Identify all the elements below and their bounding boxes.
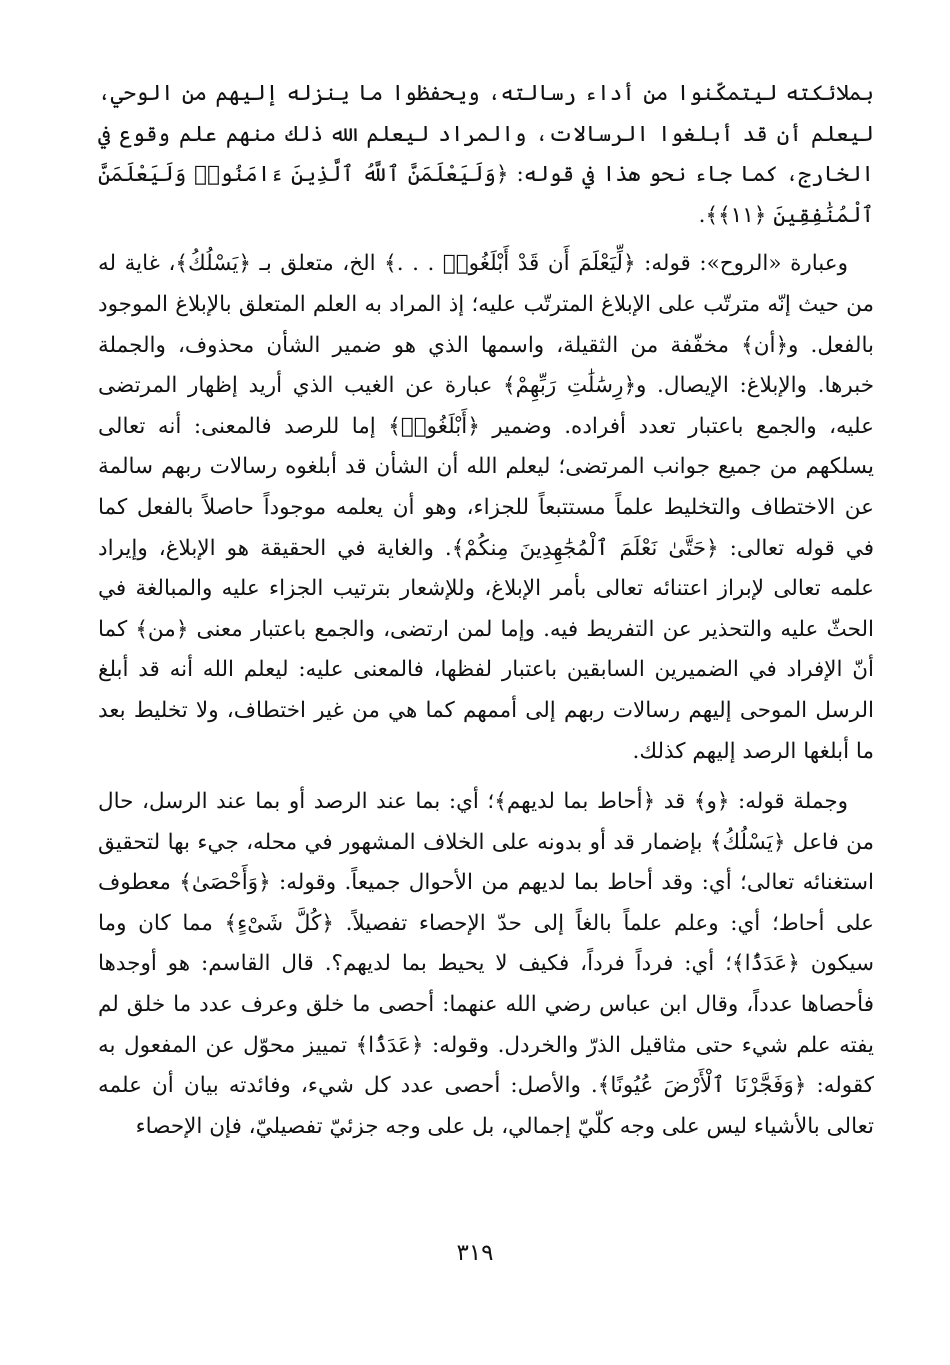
page-number: ٣١٩ — [456, 1240, 494, 1266]
paragraph-3: وجملة قوله: ﴿و﴾ قد ﴿أحاط بما لديهم﴾؛ أي: بما عند الرصد أو بما عند الرسل، حال من فاعل ﴿يَسْلُكُ﴾ بإضمار قد أو بدونه على الخلاف المشهور في محله، جيء بها لتحقيق استغنائه تعالى؛ أي: وقد أحاط بما لديهم من الأحوال جميعاً. وقوله: ﴿وَأَحْصَىٰ﴾ معطوف على أحاط؛ أي: وعلم علماً بالغاً إلى حدّ الإحصاء تفصيلاً. ﴿كُلَّ شَىْءٍ﴾ مما كان وما سيكون ﴿عَدَدًۢا﴾؛ أي: فرداً فرداً، فكيف لا يحيط بما لديهم؟. قال القاسم: هو أوجدها فأحصاها عدداً، وقال ابن عباس رضي الله عنهما: أحصى ما خلق وعرف عدد ما خلق لم يفته علم شيء حتى مثاقيل الذرّ والخردل. وقوله: ﴿عَدَدًۢا﴾ تمييز محوّل عن المفعول به كقوله: ﴿وَفَجَّرْنَا ٱلْأَرْضَ عُيُونًا﴾. والأصل: أحصى عدد كل شيء، وفائدته بيان أن علمه تعالى بالأشياء ليس على وجه كلّيّ إجمالي، بل على وجه جزئيّ تفصيليّ، فإن الإحصاء — [98, 789, 874, 1139]
paragraph-2: وعبارة «الروح»: قوله: ﴿لِّيَعْلَمَ أَن قَدْ أَبْلَغُوا۟ . . .﴾ الخ، متعلق بـ ﴿يَسْلُكُ﴾، غاية له من حيث إنّه مترتّب على الإبلاغ المترتّب عليه؛ إذ المراد به العلم المتعلق بالإبلاغ الموجود بالفعل. و﴿أن﴾ مخفّفة من الثقيلة، واسمها الذي هو ضمير الشأن محذوف، والجملة خبرها. والإبلاغ: الإيصال. و﴿رِسَٰلَٰتِ رَبِّهِمْ﴾ عبارة عن الغيب الذي أريد إظهار المرتضى عليه، والجمع باعتبار تعدد أفراده. وضمير ﴿أَبْلَغُوا۟﴾ إما للرصد فالمعنى: أنه تعالى يسلكهم من جميع جوانب المرتضى؛ ليعلم الله أن الشأن قد أبلغوه رسالات ربهم سالمة عن الاختطاف والتخليط علماً مستتبعاً للجزاء، وهو أن يعلمه موجوداً حاصلاً بالفعل كما في قوله تعالى: ﴿حَتَّىٰ نَعْلَمَ ٱلْمُجَٰهِدِينَ مِنكُمْ﴾. والغاية في الحقيقة هو الإبلاغ، وإيراد علمه تعالى لإبراز اعتنائه تعالى بأمر الإبلاغ، وللإشعار بترتيب الجزاء عليه والمبالغة في الحثّ عليه والتحذير عن التفريط فيه. وإما لمن ارتضى، والجمع باعتبار معنى ﴿من﴾ كما أنّ الإفراد في الضميرين السابقين باعتبار لفظها، فالمعنى عليه: ليعلم الله أنه قد أبلغ الرسل الموحى إليهم رسالات ربهم إلى أممهم كما هي من غير اختطاف، ولا تخليط بعد ما أبلغها الرصد إليهم كذلك. — [98, 251, 874, 764]
paragraph-1: بملائكته ليتمكّنوا من أداء رسالته، ويحفظوا ما ينزله إليهم من الوحي، ليعلم أن قد أبلغوا الرسالات، والمراد ليعلم الله ذلك منهم علم وقوع في الخارج، كما جاء نحو هذا في قوله: ﴿وَلَيَعْلَمَنَّ ٱللَّهُ ٱلَّذِينَ ءَامَنُوا۟ وَلَيَعْلَمَنَّ ٱلْمُنَٰفِقِينَ ﴿١١﴾﴾. — [98, 81, 874, 228]
page-body — [98, 74, 874, 1147]
